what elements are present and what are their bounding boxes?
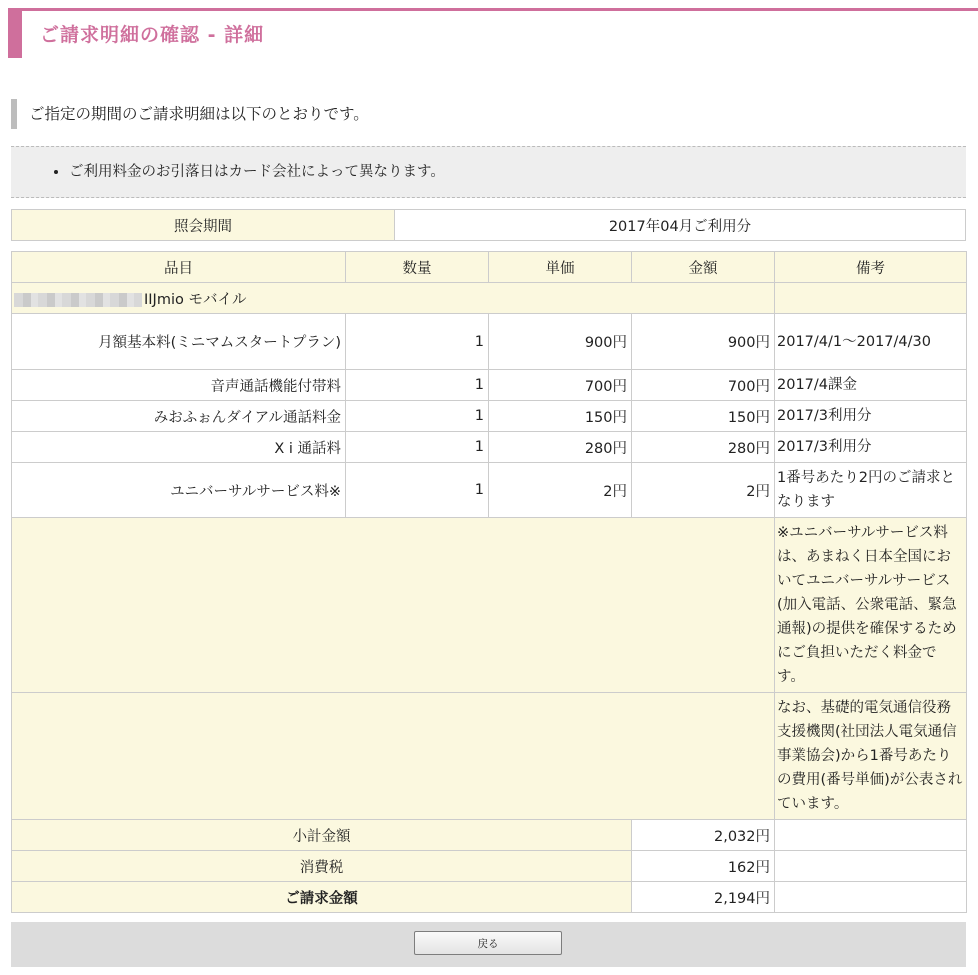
column-header-note: 備考 — [775, 252, 967, 283]
tax-note — [775, 851, 967, 882]
redacted-contract-id — [14, 293, 142, 307]
item-name: 音声通話機能付帯料 — [12, 370, 346, 401]
period-row — [12, 210, 966, 241]
item-qty: 1 — [346, 401, 489, 432]
note-row — [12, 518, 967, 693]
total-note — [775, 882, 967, 913]
item-note: 2017/4/1〜2017/4/30 — [775, 314, 967, 370]
service-group-row — [12, 283, 967, 314]
back-button[interactable]: 戻る — [414, 931, 562, 955]
item-amount: 280円 — [632, 432, 775, 463]
total-row — [12, 882, 967, 913]
column-header-amount: 金額 — [632, 252, 775, 283]
note-spacer — [12, 693, 775, 820]
page-title: ご請求明細の確認 - 詳細 — [40, 24, 265, 46]
service-group-cell — [12, 283, 775, 314]
period-label: 照会期間 — [12, 210, 395, 241]
period-table — [11, 209, 966, 241]
item-note: 1番号あたり2円のご請求となります — [775, 463, 967, 518]
column-header-qty: 数量 — [346, 252, 489, 283]
column-header-unit-price: 単価 — [489, 252, 632, 283]
notice-item: • ご利用料金のお引落日はカード会社によって異なります。 — [69, 147, 966, 197]
bill-detail-table — [11, 251, 967, 913]
item-amount: 900円 — [632, 314, 775, 370]
item-note: 2017/4課金 — [775, 370, 967, 401]
item-note: 2017/3利用分 — [775, 401, 967, 432]
item-note: 2017/3利用分 — [775, 432, 967, 463]
table-header-row — [12, 252, 967, 283]
service-group-label: IIJmio モバイル — [144, 291, 247, 308]
tax-row — [12, 851, 967, 882]
item-unit-price: 150円 — [489, 401, 632, 432]
note-spacer — [12, 518, 775, 693]
total-label: ご請求金額 — [12, 882, 632, 913]
item-qty: 1 — [346, 463, 489, 518]
total-value: 2,194円 — [632, 882, 775, 913]
item-amount: 150円 — [632, 401, 775, 432]
item-qty: 1 — [346, 432, 489, 463]
tax-value: 162円 — [632, 851, 775, 882]
table-row — [12, 432, 967, 463]
item-unit-price: 700円 — [489, 370, 632, 401]
item-unit-price: 2円 — [489, 463, 632, 518]
notice-box — [11, 146, 966, 198]
item-amount: 2円 — [632, 463, 775, 518]
period-value: 2017年04月ご利用分 — [395, 210, 966, 241]
item-name: ユニバーサルサービス料※ — [12, 463, 346, 518]
item-qty: 1 — [346, 314, 489, 370]
subtotal-row — [12, 820, 967, 851]
table-row — [12, 314, 967, 370]
item-qty: 1 — [346, 370, 489, 401]
item-unit-price: 280円 — [489, 432, 632, 463]
intro-text: ご指定の期間のご請求明細は以下のとおりです。 — [11, 99, 611, 129]
column-header-item: 品目 — [12, 252, 346, 283]
notice-list — [11, 147, 966, 197]
cost-disclosure-note: なお、基礎的電気通信役務支援機関(社団法人電気通信事業協会)から1番号あたりの費用(番号単価)が公表されています。 — [775, 693, 967, 820]
item-amount: 700円 — [632, 370, 775, 401]
footer-bar — [11, 922, 966, 967]
table-row — [12, 401, 967, 432]
tax-label: 消費税 — [12, 851, 632, 882]
item-name: X i 通話料 — [12, 432, 346, 463]
item-unit-price: 900円 — [489, 314, 632, 370]
item-name: みおふぉんダイアル通話料金 — [12, 401, 346, 432]
table-row — [12, 463, 967, 518]
subtotal-note — [775, 820, 967, 851]
item-name: 月額基本料(ミニマムスタートプラン) — [12, 314, 346, 370]
universal-service-note: ※ユニバーサルサービス料は、あまねく日本全国においてユニバーサルサービス(加入電話、公衆電話、緊急通報)の提供を確保するためにご負担いただく料金です。 — [775, 518, 967, 693]
note-row — [12, 693, 967, 820]
page-header — [8, 8, 978, 58]
subtotal-value: 2,032円 — [632, 820, 775, 851]
table-row — [12, 370, 967, 401]
service-group-note — [775, 283, 967, 314]
subtotal-label: 小計金額 — [12, 820, 632, 851]
